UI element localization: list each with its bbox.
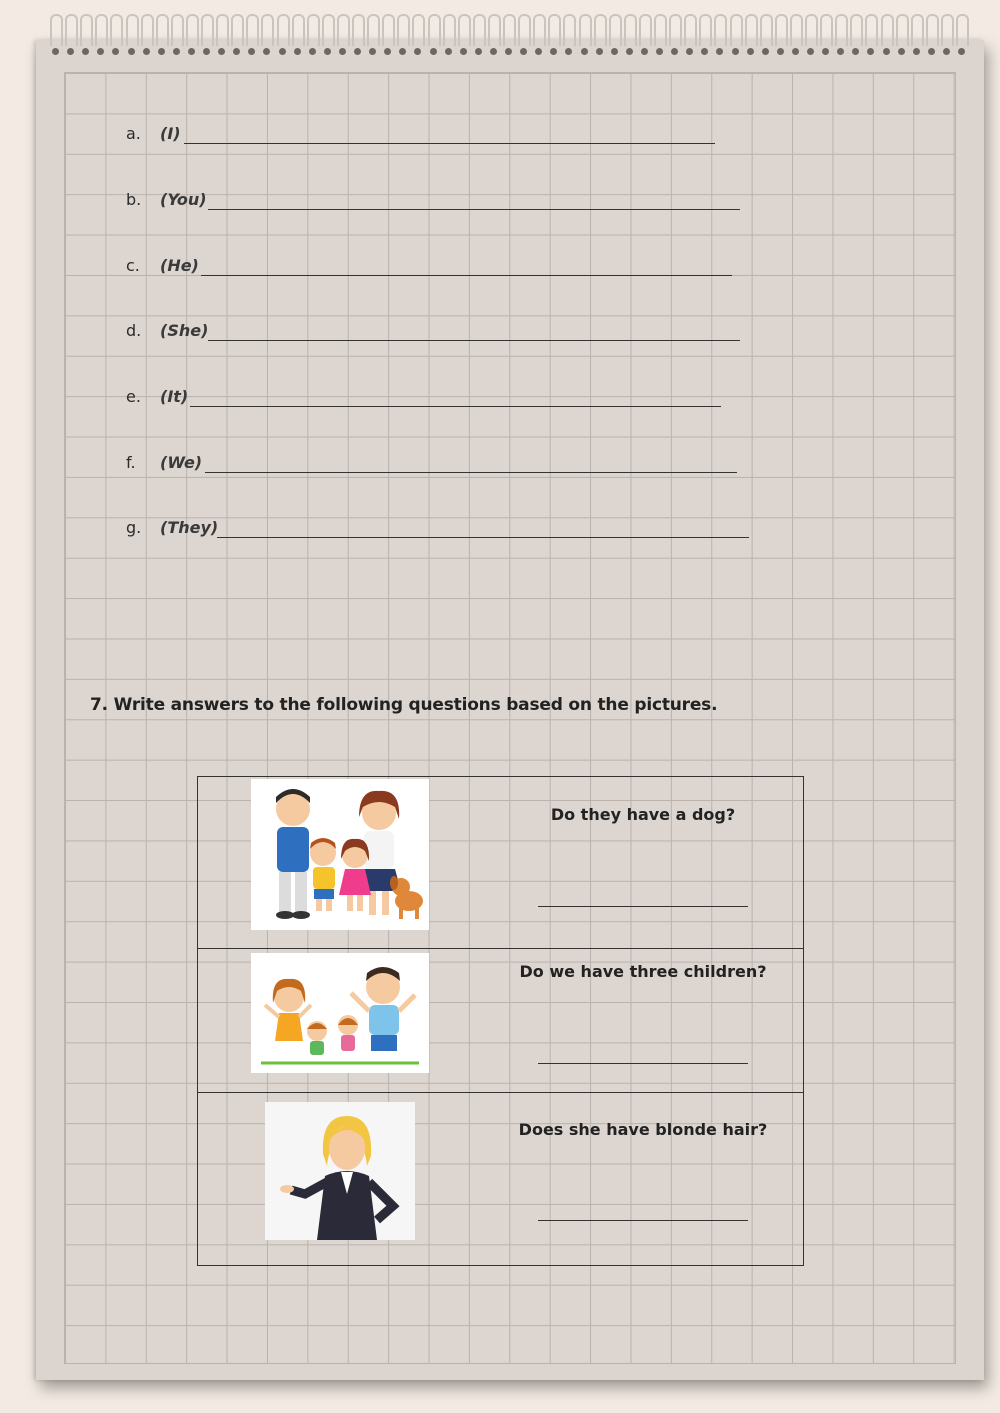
binding-hole bbox=[173, 48, 180, 55]
binding-hole bbox=[913, 48, 920, 55]
item-pronoun: (I) bbox=[160, 124, 181, 143]
question-text: Do they have a dog? bbox=[550, 805, 736, 824]
spiral-coil bbox=[790, 14, 803, 46]
spiral-coil bbox=[941, 14, 954, 46]
binding-hole bbox=[837, 48, 844, 55]
spiral-coil bbox=[639, 14, 652, 46]
binding-hole bbox=[928, 48, 935, 55]
item-pronoun: (It) bbox=[160, 387, 189, 406]
answer-blank[interactable] bbox=[184, 143, 715, 144]
spiral-coil bbox=[896, 14, 909, 46]
binding-hole bbox=[852, 48, 859, 55]
spiral-coil bbox=[50, 14, 63, 46]
spiral-coil bbox=[835, 14, 848, 46]
answer-blank[interactable] bbox=[201, 275, 732, 276]
spiral-coil bbox=[926, 14, 939, 46]
question-row-2 bbox=[198, 948, 803, 1093]
binding-hole bbox=[535, 48, 542, 55]
spiral-coil bbox=[503, 14, 516, 46]
binding-hole bbox=[279, 48, 286, 55]
spiral-coil bbox=[337, 14, 350, 46]
spiral-coil bbox=[850, 14, 863, 46]
answer-blank[interactable] bbox=[208, 209, 740, 210]
binding-hole bbox=[686, 48, 693, 55]
spiral-coil bbox=[805, 14, 818, 46]
binding-hole bbox=[218, 48, 225, 55]
spiral-coil bbox=[760, 14, 773, 46]
answer-blank[interactable] bbox=[217, 537, 749, 538]
binding-hole bbox=[792, 48, 799, 55]
spiral-coil bbox=[156, 14, 169, 46]
spiral-coil bbox=[624, 14, 637, 46]
spiral-coil bbox=[820, 14, 833, 46]
binding-hole bbox=[747, 48, 754, 55]
spiral-coil bbox=[307, 14, 320, 46]
binding-hole bbox=[883, 48, 890, 55]
binding-hole bbox=[399, 48, 406, 55]
spiral-coil bbox=[216, 14, 229, 46]
spiral-coil bbox=[911, 14, 924, 46]
spiral-coil bbox=[80, 14, 93, 46]
binding-hole bbox=[505, 48, 512, 55]
question-text: Does she have blonde hair? bbox=[518, 1120, 768, 1139]
binding-hole bbox=[641, 48, 648, 55]
binding-hole bbox=[384, 48, 391, 55]
spiral-coil bbox=[669, 14, 682, 46]
binding-hole bbox=[475, 48, 482, 55]
binding-hole bbox=[550, 48, 557, 55]
binding-hole bbox=[565, 48, 572, 55]
binding-hole bbox=[762, 48, 769, 55]
answer-blank[interactable] bbox=[538, 906, 748, 907]
spiral-coil bbox=[322, 14, 335, 46]
spiral-coil bbox=[95, 14, 108, 46]
spiral-binding bbox=[40, 14, 970, 58]
spiral-coil bbox=[367, 14, 380, 46]
spiral-coil bbox=[65, 14, 78, 46]
binding-hole bbox=[596, 48, 603, 55]
binding-hole bbox=[112, 48, 119, 55]
binding-hole bbox=[143, 48, 150, 55]
spiral-coil bbox=[428, 14, 441, 46]
item-letter: b. bbox=[126, 190, 142, 209]
binding-hole bbox=[943, 48, 950, 55]
spiral-coil bbox=[186, 14, 199, 46]
spiral-coil bbox=[352, 14, 365, 46]
jumping-family-picture bbox=[251, 953, 429, 1073]
spiral-coil bbox=[397, 14, 410, 46]
binding-hole bbox=[581, 48, 588, 55]
question-text: Do we have three children? bbox=[519, 962, 767, 981]
question-row-1 bbox=[198, 777, 803, 949]
binding-hole bbox=[248, 48, 255, 55]
binding-hole bbox=[656, 48, 663, 55]
item-letter: c. bbox=[126, 256, 140, 275]
spiral-coil bbox=[110, 14, 123, 46]
binding-hole bbox=[324, 48, 331, 55]
item-letter: f. bbox=[126, 453, 136, 472]
answer-blank[interactable] bbox=[538, 1063, 748, 1064]
question-table bbox=[197, 776, 804, 1266]
spiral-coil bbox=[141, 14, 154, 46]
spiral-coil bbox=[458, 14, 471, 46]
spiral-coil bbox=[518, 14, 531, 46]
binding-hole bbox=[898, 48, 905, 55]
spiral-coil bbox=[246, 14, 259, 46]
binding-hole bbox=[520, 48, 527, 55]
spiral-coil bbox=[126, 14, 139, 46]
spiral-coil bbox=[730, 14, 743, 46]
binding-hole bbox=[611, 48, 618, 55]
spiral-coil bbox=[473, 14, 486, 46]
answer-blank[interactable] bbox=[205, 472, 737, 473]
spiral-coil bbox=[382, 14, 395, 46]
spiral-coil bbox=[171, 14, 184, 46]
binding-hole bbox=[294, 48, 301, 55]
item-pronoun: (We) bbox=[160, 453, 203, 472]
binding-hole bbox=[52, 48, 59, 55]
item-pronoun: (You) bbox=[160, 190, 207, 209]
binding-hole bbox=[414, 48, 421, 55]
item-letter: g. bbox=[126, 518, 142, 537]
binding-hole bbox=[867, 48, 874, 55]
spiral-coil bbox=[277, 14, 290, 46]
binding-hole bbox=[716, 48, 723, 55]
spiral-coil bbox=[292, 14, 305, 46]
binding-hole bbox=[701, 48, 708, 55]
binding-hole bbox=[128, 48, 135, 55]
binding-hole bbox=[732, 48, 739, 55]
answer-blank[interactable] bbox=[190, 406, 721, 407]
spiral-coil bbox=[412, 14, 425, 46]
spiral-coil bbox=[533, 14, 546, 46]
item-pronoun: (She) bbox=[160, 321, 209, 340]
binding-hole bbox=[958, 48, 965, 55]
binding-hole bbox=[188, 48, 195, 55]
binding-hole bbox=[158, 48, 165, 55]
spiral-coil bbox=[714, 14, 727, 46]
spiral-coil bbox=[745, 14, 758, 46]
binding-hole bbox=[339, 48, 346, 55]
item-letter: e. bbox=[126, 387, 141, 406]
spiral-coil bbox=[865, 14, 878, 46]
section-7-heading: 7. Write answers to the following questions based on the pictures. bbox=[90, 695, 718, 715]
spiral-coil bbox=[443, 14, 456, 46]
item-pronoun: (He) bbox=[160, 256, 199, 275]
binding-hole bbox=[233, 48, 240, 55]
item-pronoun: (They) bbox=[160, 518, 219, 537]
binding-hole bbox=[807, 48, 814, 55]
binding-hole bbox=[263, 48, 270, 55]
question-row-3 bbox=[198, 1092, 803, 1265]
spiral-coil bbox=[684, 14, 697, 46]
binding-hole bbox=[460, 48, 467, 55]
spiral-coil bbox=[881, 14, 894, 46]
spiral-coil bbox=[609, 14, 622, 46]
spiral-coil bbox=[775, 14, 788, 46]
binding-hole bbox=[777, 48, 784, 55]
answer-blank[interactable] bbox=[208, 340, 740, 341]
answer-blank[interactable] bbox=[538, 1220, 748, 1221]
binding-hole bbox=[97, 48, 104, 55]
item-letter: a. bbox=[126, 124, 141, 143]
spiral-coil bbox=[261, 14, 274, 46]
spiral-coil bbox=[594, 14, 607, 46]
binding-hole bbox=[67, 48, 74, 55]
spiral-coil bbox=[548, 14, 561, 46]
spiral-coil bbox=[201, 14, 214, 46]
spiral-coil bbox=[563, 14, 576, 46]
blonde-woman-picture bbox=[265, 1102, 415, 1240]
family-with-dog-picture bbox=[251, 779, 429, 930]
binding-hole bbox=[369, 48, 376, 55]
binding-hole bbox=[82, 48, 89, 55]
spiral-coil bbox=[699, 14, 712, 46]
spiral-coil bbox=[488, 14, 501, 46]
spiral-coil bbox=[654, 14, 667, 46]
spiral-coil bbox=[231, 14, 244, 46]
binding-hole bbox=[626, 48, 633, 55]
item-letter: d. bbox=[126, 321, 142, 340]
spiral-coil bbox=[956, 14, 969, 46]
binding-hole bbox=[671, 48, 678, 55]
binding-hole bbox=[822, 48, 829, 55]
spiral-coil bbox=[579, 14, 592, 46]
binding-hole bbox=[354, 48, 361, 55]
binding-hole bbox=[490, 48, 497, 55]
binding-hole bbox=[430, 48, 437, 55]
binding-hole bbox=[203, 48, 210, 55]
binding-hole bbox=[445, 48, 452, 55]
binding-hole bbox=[309, 48, 316, 55]
